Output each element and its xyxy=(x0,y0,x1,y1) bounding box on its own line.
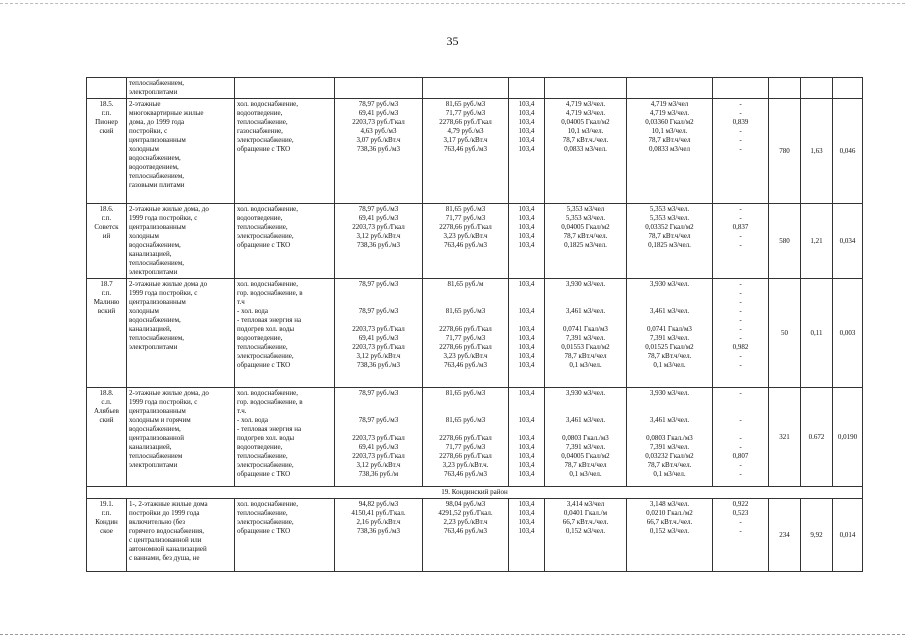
row-norm-new: 3,148 м3/чел. 0,0210 Гкал./м2 66,7 кВт.ч./чел. 0,152 м3/чел. xyxy=(627,499,713,572)
row-tariff-new: 81,65 руб./м3 71,77 руб./м3 2278,66 руб./Гкал 4,79 руб./м3 3,17 руб./кВт.ч 763,46 руб./м3 xyxy=(423,99,509,204)
table-row xyxy=(87,279,863,388)
row-col11: 1,63 xyxy=(801,99,833,204)
continuation-row xyxy=(87,78,863,99)
row-tariff-new: 98,04 руб./м3 4291,52 руб./Гкал. 2,23 руб./кВт.ч 763,46 руб./м3 xyxy=(423,499,509,572)
row-col12: 0,046 xyxy=(833,99,863,204)
row-norm-old: 3,930 м3/чел. 3,461 м3/чел. 0,0741 Гкал/м3 7,391 м3/чел. 0,01553 Гкал/м2 78,7 кВт.ч/чел 0,1 м3/чел. xyxy=(545,279,627,388)
row-col12: 0,0190 xyxy=(833,388,863,487)
row-tariff-old: 94,82 руб./м3 4150,41 руб./Гкал. 2,16 руб./кВт.ч 738,36 руб./м3 xyxy=(335,499,423,572)
table-row xyxy=(87,99,863,204)
row-id: 18.6. г.п. Советск ий xyxy=(87,204,127,279)
row-norm-old: 3,414 м3/чел 0,0401 Гкал./м 66,7 кВт.ч./чел. 0,152 м3/чел. xyxy=(545,499,627,572)
row-id: 18.7 г.п. Малиню вский xyxy=(87,279,127,388)
section-header-row xyxy=(87,487,863,499)
row-services: хол. водоснабжение, теплоснабжение, электроснабжение, обращение с ТКО xyxy=(235,499,335,572)
row-index: 103,4 103,4 103,4 103,4 103,4 103,4 xyxy=(509,99,545,204)
row-norm-new: 4,719 м3/чел 4,719 м3/чел. 0,03360 Гкал/м2 10,1 м3/чел. 78,7 кВт.ч/чел 0,0833 м3/чел xyxy=(627,99,713,204)
row-tariff-old: 78,97 руб./м3 69,41 руб./м3 2203,73 руб./Гкал 3,12 руб./кВт.ч 738,36 руб./м3 xyxy=(335,204,423,279)
row-index: 103,4 103,4 103,4 103,4 103,4 103,4 103,4 xyxy=(509,279,545,388)
row-col12: 0,003 xyxy=(833,279,863,388)
row-col11: 0.672 xyxy=(801,388,833,487)
row-id: 18.5. г.п. Пионер ский xyxy=(87,99,127,204)
row-description: 2-этажные многоквартирные жилые дома, до 1999 года постройки, с централизованным холодным водоснабжением, водоотведением, теплоснабжением, газовыми плитами xyxy=(127,99,235,204)
row-services: хол. водоснабжение, водоотведение, теплоснабжение, электроснабжение, обращение с ТКО xyxy=(235,204,335,279)
table-row xyxy=(87,388,863,487)
row-description: 1-, 2-этажные жилые дома постройки до 1999 года включительно (без горячего водоснабжения, с централизованной или автономной канализацией с ваннами, без душа, не xyxy=(127,499,235,572)
row-col11: 1,21 xyxy=(801,204,833,279)
row-col10: 321 xyxy=(769,388,801,487)
row-norm-new: 5,353 м3/чел. 5,353 м3/чел. 0,03352 Гкал/м2 78,7 кВт.ч/чел 0,1825 м3/чел. xyxy=(627,204,713,279)
row-services: хол. водоснабжение, водоотведение, теплоснабжение, газоснабжение, электроснабжение, обращение с ТКО xyxy=(235,99,335,204)
tariff-table xyxy=(86,77,863,572)
row-norm-old: 5,353 м3/чел 5,353 м3/чел. 0,04005 Гкал/м2 78,7 кВт.ч/чел. 0,1825 м3/чел. xyxy=(545,204,627,279)
row-change: - - 0,837 - - xyxy=(713,204,769,279)
row-col10: 50 xyxy=(769,279,801,388)
row-tariff-new: 81,65 руб./м 81,65 руб./м3 2278,66 руб./Гкал 71,77 руб./м3 2278,66 руб./Гкал 3,23 руб./кВт.ч 763,46 руб./м3 xyxy=(423,279,509,388)
row-col12: 0,034 xyxy=(833,204,863,279)
row-norm-old: 3,930 м3/чел. 3,461 м3/чел. 0,0803 Гкал./м3 7,391 м3/чел. 0,04005 Гкал/м2 78,7 кВт.ч/чел 0,1 м3/чел. xyxy=(545,388,627,487)
row-tariff-old: 78,97 руб./м3 69,41 руб./м3 2203,73 руб./Гкал 4,63 руб./м3 3,07 руб./кВт.ч 738,36 руб./м3 xyxy=(335,99,423,204)
row-id: 18.8. с.п. Алябьев ский xyxy=(87,388,127,487)
row-description: 2-этажные жилые дома, до 1999 года постройки, с централизованным холодным и горячим водоснабжением, централизованной канализацией, теплоснабжением электроплитами xyxy=(127,388,235,487)
row-norm-new: 3,930 м3/чел. 3,461 м3/чел. 0,0803 Гкал./м3 7,391 м3/чел. 0,03232 Гкал/м2 78,7 кВт.ч/чел. 0,1 м3/чел. xyxy=(627,388,713,487)
row-change: - - - - - - - 0,982 - - xyxy=(713,279,769,388)
row-index: 103,4 103,4 103,4 103,4 xyxy=(509,499,545,572)
row-norm-new: 3,930 м3/чел. 3,461 м3/чел. 0,0741 Гкал/м3 7,391 м3/чел. 0,01525 Гкал/м2 78,7 кВт.ч/чел. 0,1 м3/чел. xyxy=(627,279,713,388)
row-services: хол. водоснабжение, гор. водоснабжение, в т.ч. - хол. вода - тепловая энергия на подогрев хол. воды водоотведение, теплоснабжение, электроснабжение, обращение с ТКО xyxy=(235,388,335,487)
section-header: 19. Кондинский район xyxy=(87,487,863,499)
scan-top-edge xyxy=(0,3,905,5)
row-change: - - 0,839 - - - xyxy=(713,99,769,204)
row-services: хол. водоснабжение, гор. водоснабжение, в т.ч - хол. вода - тепловая энергия на подогрев хол. воды водоотведение, теплоснабжение, электроснабжение, обращение с ТКО xyxy=(235,279,335,388)
row-tariff-old: 78,97 руб./м3 78,97 руб./м3 2203,73 руб./Гкал 69,41 руб./м3 2203,73 руб./Гкал 3,12 руб./кВт.ч 738,36 руб./м3 xyxy=(335,279,423,388)
row-index: 103,4 103,4 103,4 103,4 103,4 103,4 103,4 xyxy=(509,388,545,487)
row-description: 2-этажные жилые дома до 1999 года постройки, с централизованным холодным водоснабжением, канализацией, теплоснабжением, электроплитами xyxy=(127,279,235,388)
row-col10: 580 xyxy=(769,204,801,279)
row-tariff-new: 81,65 руб./м3 81,65 руб./м3 2278,66 руб./Гкал 71,77 руб./м3 2278,66 руб./Гкал 3,23 руб./кВт.ч. 763,46 руб./м3 xyxy=(423,388,509,487)
row-description: теплоснабжением, электроплитами xyxy=(127,78,235,99)
page-number: 35 xyxy=(446,34,459,48)
table-row xyxy=(87,499,863,572)
row-change: - - - - 0,807 - - xyxy=(713,388,769,487)
row-col12: 0,014 xyxy=(833,499,863,572)
row-tariff-new: 81,65 руб./м3 71,77 руб./м3 2278,66 руб./Гкал 3,23 руб./кВт.ч 763,46 руб./м3 xyxy=(423,204,509,279)
row-norm-old: 4,719 м3/чел. 4,719 м3/чел. 0,04005 Гкал/м2 10,1 м3/чел. 78,7 кВт.ч./чел. 0,0833 м3/чел. xyxy=(545,99,627,204)
row-index: 103,4 103,4 103,4 103,4 103,4 xyxy=(509,204,545,279)
table-row xyxy=(87,204,863,279)
row-col11: 0,11 xyxy=(801,279,833,388)
row-col10: 780 xyxy=(769,99,801,204)
scan-bottom-edge xyxy=(0,634,905,636)
row-description: 2-этажные жилые дома, до 1999 года постройки, с централизованным холодным водоснабжением, канализацией, теплоснабжением, электроплитами xyxy=(127,204,235,279)
row-id: 19.1. г.п. Кондин ское xyxy=(87,499,127,572)
row-tariff-old: 78,97 руб./м3 78,97 руб./м3 2203,73 руб./Гкал 69,41 руб./м3 2203,73 руб./Гкал 3,12 руб./кВт.ч 738,36 руб./м xyxy=(335,388,423,487)
row-col10: 234 xyxy=(769,499,801,572)
row-change: 0,922 0,523 - - xyxy=(713,499,769,572)
row-col11: 9,92 xyxy=(801,499,833,572)
